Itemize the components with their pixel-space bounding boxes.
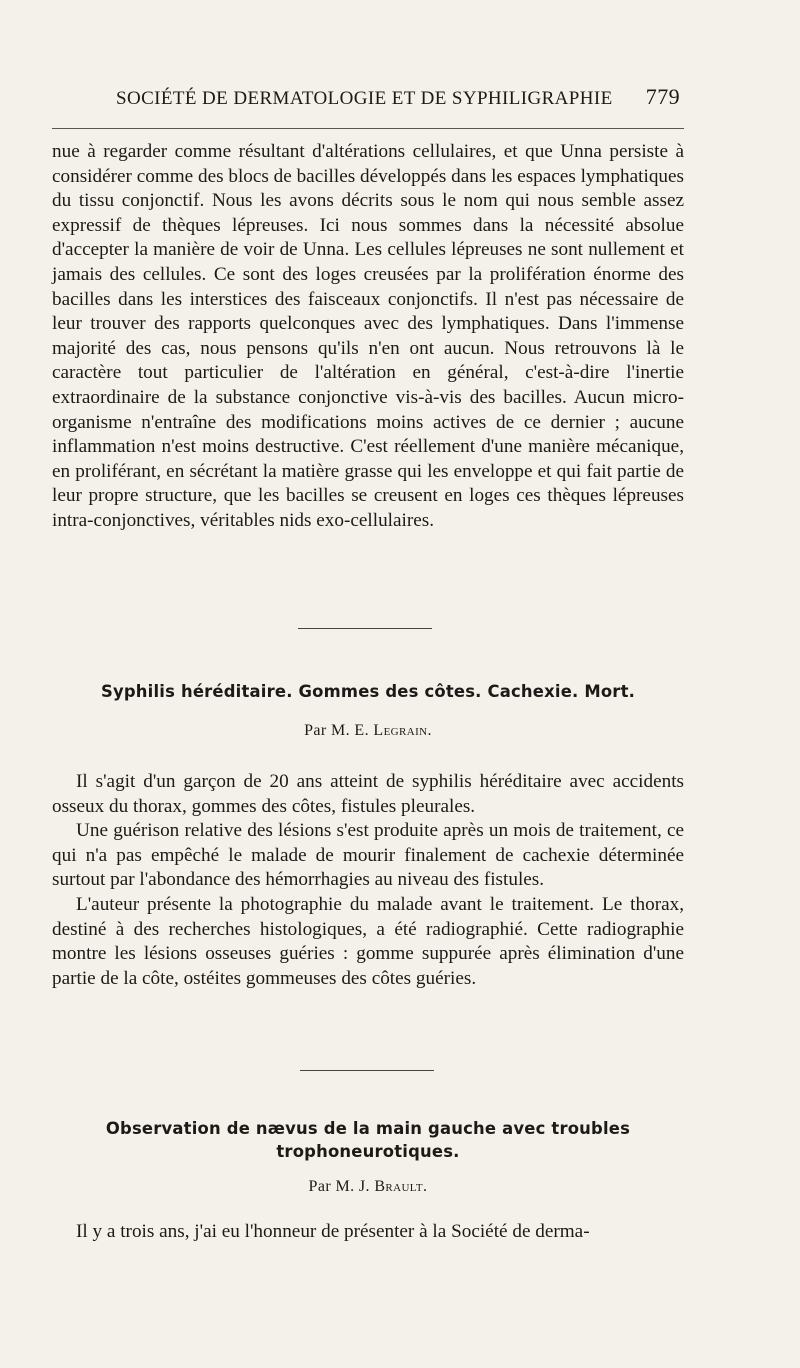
byline-author: Brault — [374, 1178, 424, 1195]
paragraph: Une guérison relative des lésions s'est produite après un mois de traitement, ce qui n'a pas empêché le malade de mourir finalement de cachexie déterminée surtout par l'abondance des hémorrhagies au niveau des fistules. — [52, 820, 684, 891]
section-separator — [298, 628, 432, 629]
page-number: 779 — [645, 84, 680, 109]
paragraph: Il s'agit d'un garçon de 20 ans atteint de syphilis héréditaire avec accidents osseux du thorax, gommes des côtes, fistules pleurales. — [52, 771, 684, 817]
section-title-syphilis: Syphilis héréditaire. Gommes des côtes. Cachexie. Mort. — [100, 682, 636, 701]
running-title: SOCIÉTÉ DE DERMATOLOGIE ET DE SYPHILIGRAPHIE — [116, 88, 613, 109]
continued-paragraph-block — [52, 140, 684, 534]
header-rule — [52, 128, 684, 129]
continued-paragraph: nue à regarder comme résultant d'altérations cellulaires, et que Unna persiste à considérer comme des blocs de bacilles développés dans les espaces lymphatiques du tissu conjonctif. Nous les avons décrits sous le nom qui nous semble assez expressif de thèques lépreuses. Ici nous sommes dans la nécessité absolue d'accepter la manière de voir de Unna. Les cellules lépreuses ne sont nullement et jamais des cellules. Ce sont des loges creusées par la prolifération énorme des bacilles dans les interstices des faisceaux conjonctifs. Il n'est pas nécessaire de leur trouver des rapports quelconques avec des lymphatiques. Dans l'immense majorité des cas, nous pensons qu'ils n'en ont aucun. Nous retrouvons là le caractère tout particulier de l'altération en général, c'est-à-dire l'inertie extraordinaire de la substance conjonctive vis-à-vis des bacilles. Aucun micro-organisme n'entraîne des modifications moins actives de ce dernier ; aucune inflammation n'est moins destructive. C'est réellement d'une manière mécanique, en proliférant, en sécrétant la matière grasse qui les enveloppe et qui fait partie de leur propre structure, que les bacilles se creusent en loges ces thèques lépreuses intra-conjonctives, véritables nids exo-cellulaires. — [52, 141, 684, 531]
section-title-naevus: Observation de nævus de la main gauche avec troubles trophoneurotiques. — [105, 1119, 631, 1161]
paragraph: Il y a trois ans, j'ai eu l'honneur de présenter à la Société de derma- — [76, 1221, 590, 1242]
section-2-body — [52, 1220, 684, 1245]
paragraph: L'auteur présente la photographie du malade avant le traitement. Le thorax, destiné à des recherches histologiques, a été radiographié. Cette radiographie montre les lésions osseuses guéries : gomme suppurée après élimination d'une partie de la côte, ostéites gommeuses des côtes guéries. — [52, 893, 684, 989]
section-separator — [300, 1070, 434, 1071]
byline-prefix: Par M. J. — [308, 1178, 375, 1195]
byline-brault — [52, 1178, 684, 1196]
byline-prefix: Par M. E. — [304, 722, 374, 739]
byline-legrain — [52, 722, 684, 740]
running-header — [64, 84, 684, 114]
section-1-body — [52, 770, 684, 991]
byline-suffix: . — [427, 722, 432, 739]
byline-author: Legrain — [373, 722, 428, 739]
byline-suffix: . — [423, 1178, 428, 1195]
